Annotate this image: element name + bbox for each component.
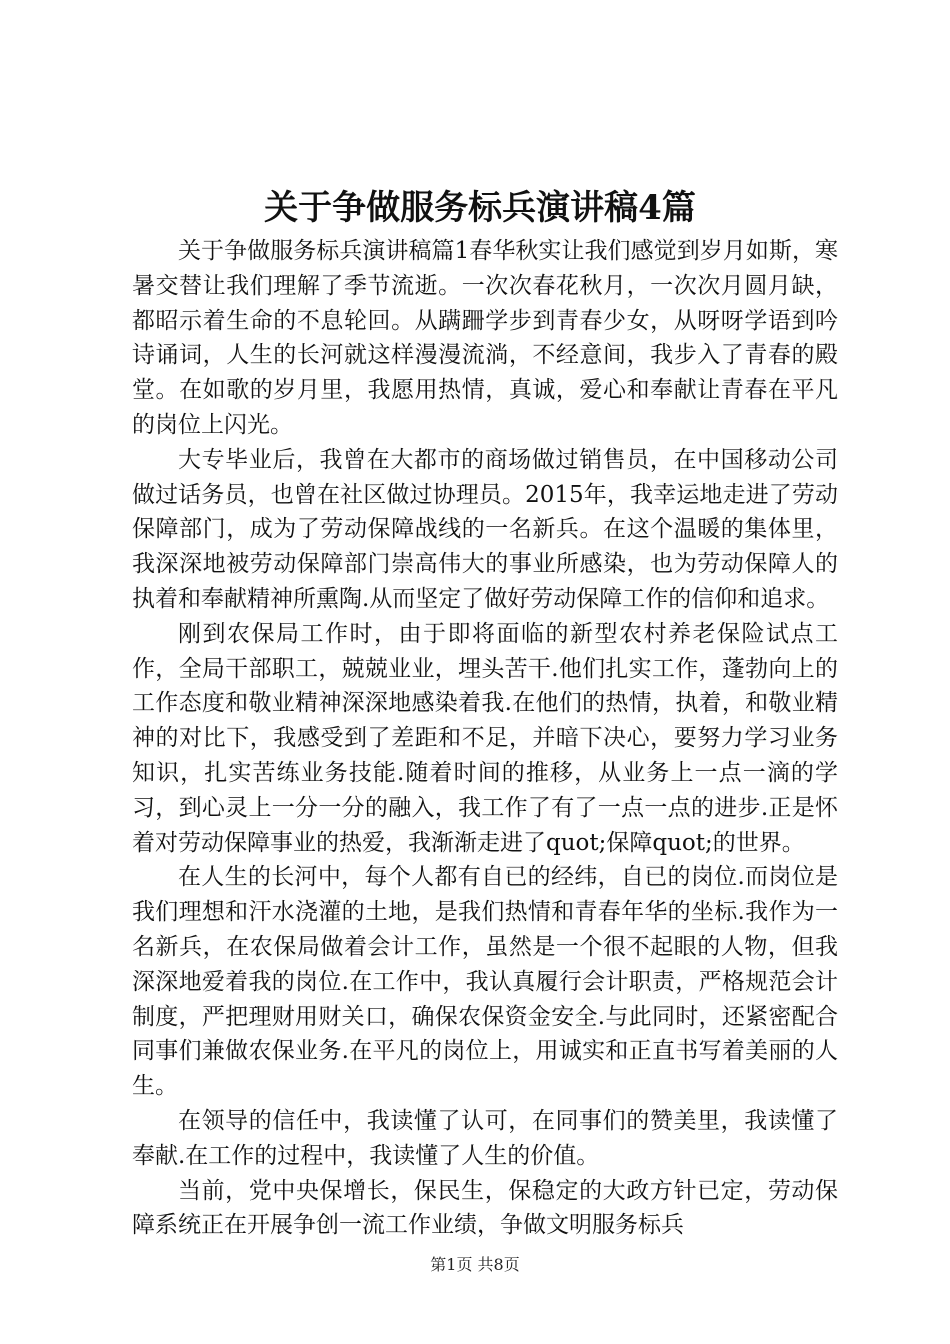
paragraph: 关于争做服务标兵演讲稿篇1春华秋实让我们感觉到岁月如斯，寒暑交替让我们理解了季节流逝。一次次春花秋月，一次次月圆月缺，都昭示着生命的不息轮回。从蹒跚学步到青春少女，从呀呀学语到吟诗诵词，人生的长河就这样漫漫流淌，不经意间，我步入了青春的殿堂。在如歌的岁月里，我愿用热情，真诚，爱心和奉献让青春在平凡的岗位上闪光。 bbox=[132, 238, 838, 438]
document-body bbox=[132, 234, 838, 1243]
paragraph: 在领导的信任中，我读懂了认可，在同事们的赞美里，我读懂了奉献.在工作的过程中，我读懂了人生的价值。 bbox=[132, 1107, 838, 1169]
document-title: 关于争做服务标兵演讲稿4篇 bbox=[264, 188, 696, 228]
paragraph: 在人生的长河中，每个人都有自已的经纬，自已的岗位.而岗位是我们理想和汗水浇灌的土地，是我们热情和青春年华的坐标.我作为一名新兵，在农保局做着会计工作，虽然是一个很不起眼的人物，但我深深地爱着我的岗位.在工作中，我认真履行会计职责，严格规范会计制度，严把理财用财关口，确保农保资金安全.与此同时，还紧密配合同事们兼做农保业务.在平凡的岗位上，用诚实和正直书写着美丽的人生。 bbox=[132, 864, 838, 1100]
page-footer: 第1页 共8页 bbox=[430, 1255, 520, 1274]
paragraph: 当前，党中央保增长，保民生，保稳定的大政方针已定，劳动保障系统正在开展争创一流工作业绩，争做文明服务标兵 bbox=[132, 1177, 838, 1239]
paragraph: 大专毕业后，我曾在大都市的商场做过销售员，在中国移动公司做过话务员，也曾在社区做过协理员。2015年，我幸运地走进了劳动保障部门，成为了劳动保障战线的一名新兵。在这个温暖的集体里，我深深地被劳动保障部门崇高伟大的事业所感染，也为劳动保障人的执着和奉献精神所熏陶.从而坚定了做好劳动保障工作的信仰和追求。 bbox=[132, 446, 838, 612]
paragraph: 刚到农保局工作时，由于即将面临的新型农村养老保险试点工作，全局干部职工，兢兢业业，埋头苦干.他们扎实工作，蓬勃向上的工作态度和敬业精神深深地感染着我.在他们的热情，执着，和敬业精神的对比下，我感受到了差距和不足，并暗下决心，要努力学习业务知识，扎实苦练业务技能.随着时间的推移，从业务上一点一滴的学习，到心灵上一分一分的融入，我工作了有了一点一点的进步.正是怀着对劳动保障事业的热爱，我渐渐走进了quot;保障quot;的世界。 bbox=[132, 620, 838, 856]
